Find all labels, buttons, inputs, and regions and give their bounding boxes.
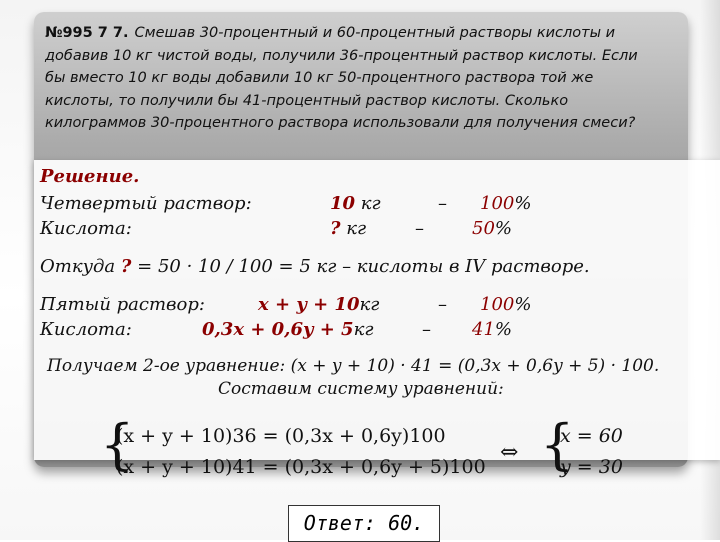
- r5-percent: [480, 294, 531, 315]
- acid1-percent-sign: %: [494, 218, 513, 239]
- acid2-percent: [472, 319, 512, 340]
- system-left-brace: {: [100, 413, 135, 476]
- solution-x: x = 60: [560, 425, 623, 447]
- acid2-percent-value: 41: [472, 319, 495, 340]
- acid1-amount-unit: кг: [340, 218, 367, 239]
- r5-percent-value: 100: [480, 294, 515, 315]
- r5-amount-unit: кг: [359, 294, 380, 315]
- acid1-dash: –: [415, 218, 424, 239]
- whence-question: ?: [120, 256, 132, 277]
- r4-amount-value: 10: [330, 193, 356, 214]
- r5-percent-sign: %: [514, 294, 532, 315]
- solution-y: y = 30: [560, 456, 623, 478]
- acid1-label: Кислота:: [40, 218, 132, 239]
- problem-line-1: Смешав 30-процентный и 60-процентный растворы кислоты и: [134, 25, 616, 41]
- acid2-percent-sign: %: [494, 319, 513, 340]
- r5-dash: –: [438, 294, 447, 315]
- acid2-amount-unit: кг: [353, 319, 374, 340]
- solution-heading: Решение.: [40, 166, 140, 187]
- acid2-amount-value: 0,3x + 0,6y + 5: [202, 319, 354, 340]
- problem-text: [45, 22, 687, 135]
- equivalence-arrow-icon: ⇔: [500, 440, 519, 465]
- r4-dash: –: [438, 193, 447, 214]
- system-equation-2: (x + y + 10)41 = (0,3x + 0,6y + 5)100: [116, 456, 486, 478]
- solution-right-brace: {: [540, 413, 575, 476]
- whence-prefix: Откуда: [40, 256, 121, 277]
- system-equation-1: (x + y + 10)36 = (0,3x + 0,6y)100: [116, 425, 446, 447]
- problem-line-5: килограммов 30-процентного раствора использовали для получения смеси?: [45, 115, 636, 131]
- problem-number: №995 7 7.: [45, 25, 129, 41]
- second-equation-line: Получаем 2-ое уравнение: (x + y + 10) · 41 = (0,3x + 0,6y + 5) · 100.: [47, 356, 660, 376]
- acid1-percent: [472, 218, 512, 239]
- acid2-label: Кислота:: [40, 319, 132, 340]
- r4-amount-unit: кг: [355, 193, 381, 214]
- acid2-dash: –: [422, 319, 431, 340]
- r4-label: Четвертый раствор:: [40, 193, 252, 214]
- whence-line: [40, 256, 590, 277]
- r5-label: Пятый раствор:: [40, 294, 205, 315]
- r5-amount-value: x + y + 10: [258, 294, 360, 315]
- acid2-amount: [202, 319, 373, 340]
- problem-line-3: бы вместо 10 кг воды добавили 10 кг 50-процентного раствора той же: [45, 70, 594, 86]
- whence-rest: = 50 · 10 / 100 = 5 кг – кислоты в IV растворе.: [131, 256, 590, 277]
- system-intro-line: Составим систему уравнений:: [218, 379, 504, 399]
- r4-percent: [480, 193, 531, 214]
- problem-line-2: добавив 10 кг чистой воды, получили 36-процентный раствор кислоты. Если: [45, 47, 638, 64]
- r4-percent-sign: %: [514, 193, 532, 214]
- acid1-amount-value: ?: [330, 218, 341, 239]
- acid1-amount: [330, 218, 366, 239]
- problem-line-4: кислоты, то получили бы 41-процентный раствор кислоты. Сколько: [45, 92, 569, 109]
- r5-amount: [258, 294, 379, 315]
- r4-amount: [330, 193, 381, 214]
- r4-percent-value: 100: [480, 193, 515, 214]
- acid1-percent-value: 50: [472, 218, 495, 239]
- answer-box: Ответ: 60.: [288, 505, 440, 542]
